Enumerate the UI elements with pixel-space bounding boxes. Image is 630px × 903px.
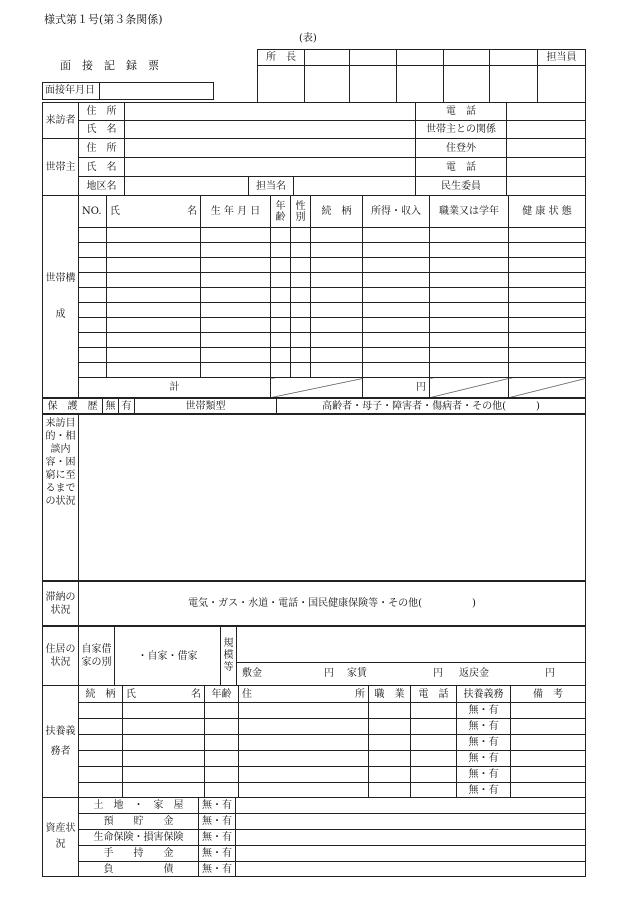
col-age: 年齢 xyxy=(271,196,291,228)
approval-stamp-grid xyxy=(257,49,586,103)
own-rent-value[interactable]: ・自家・借家 xyxy=(115,627,221,686)
householder-name-label: 氏 名 xyxy=(79,158,125,177)
household-group-label: 世帯構成 xyxy=(43,196,79,398)
visitor-group-label: 来訪者 xyxy=(43,103,79,139)
duty-value[interactable]: 無・有 xyxy=(457,703,511,719)
visitor-phone-label: 電 話 xyxy=(416,103,507,121)
col-income: 所得・収入 xyxy=(363,196,430,228)
table-row[interactable] xyxy=(43,303,586,318)
table-row[interactable] xyxy=(43,783,586,798)
scale-value[interactable] xyxy=(237,627,586,663)
householder-name-value[interactable] xyxy=(125,158,416,177)
total-diagonal xyxy=(271,378,363,398)
rent-label: 家賃 xyxy=(347,668,367,679)
visitor-name-label: 氏 名 xyxy=(79,121,125,139)
total-label: 計 xyxy=(79,378,271,398)
asset-savings-value[interactable]: 無・有 xyxy=(199,814,236,830)
housing-label: 住居の状況 xyxy=(43,627,79,686)
own-rent-label: 自家借家の別 xyxy=(79,627,115,686)
asset-debt-value[interactable]: 無・有 xyxy=(199,862,236,877)
asset-cash-label: 手 持 金 xyxy=(79,846,199,862)
assets-group-label: 資産状況 xyxy=(43,798,79,877)
table-row[interactable] xyxy=(43,243,586,258)
staff-label: 担当名 xyxy=(249,177,294,196)
housing-table xyxy=(42,626,586,686)
person-in-charge-label: 担当員 xyxy=(538,50,586,66)
table-row[interactable] xyxy=(43,719,586,735)
supporters-table xyxy=(42,685,586,798)
arrears-table xyxy=(42,581,586,626)
visitor-relation-label: 世帯主との関係 xyxy=(416,121,507,139)
welfare-commissioner-label: 民生委員 xyxy=(416,177,507,196)
interview-date-box xyxy=(42,82,214,100)
district-value[interactable] xyxy=(125,177,249,196)
visitor-householder-table xyxy=(42,102,586,196)
table-row[interactable] xyxy=(43,767,586,783)
sup-col-relation: 続 柄 xyxy=(79,686,123,703)
protection-history-label: 保 護 歴 xyxy=(43,399,103,414)
total-income-yen: 円 xyxy=(363,378,430,398)
refund-yen: 円 xyxy=(545,668,555,679)
household-type-options[interactable]: 高齢者・母子・障害者・傷病者・その他( ) xyxy=(277,399,586,414)
asset-land-house-value[interactable]: 無・有 xyxy=(199,798,236,814)
sup-col-address-2: 所 xyxy=(295,686,369,703)
asset-insurance-value[interactable]: 無・有 xyxy=(199,830,236,846)
householder-phone-value[interactable] xyxy=(507,158,586,177)
col-health: 健 康 状 態 xyxy=(509,196,586,228)
arrears-options[interactable]: 電気・ガス・水道・電話・国民健康保険等・その他( ) xyxy=(79,582,586,626)
householder-address-label: 住 所 xyxy=(79,139,125,158)
table-row[interactable] xyxy=(43,363,586,378)
stamp-cell xyxy=(258,66,305,103)
form-side-label: (表) xyxy=(299,33,317,44)
refund-label: 返戻金 xyxy=(459,668,489,679)
sup-col-address-1: 住 xyxy=(239,686,295,703)
col-relation: 続 柄 xyxy=(311,196,363,228)
duty-value[interactable]: 無・有 xyxy=(457,767,511,783)
col-occupation: 職業又は学年 xyxy=(430,196,509,228)
table-row[interactable] xyxy=(43,273,586,288)
form-title: 面 接 記 録 票 xyxy=(60,59,159,72)
sup-col-remarks: 備 考 xyxy=(511,686,586,703)
table-row[interactable] xyxy=(43,751,586,767)
visitor-address-label: 住 所 xyxy=(79,103,125,121)
arrears-label: 滞納の状況 xyxy=(43,582,79,626)
visit-purpose-label: 来訪目的・相談内容・困窮に至るまでの状況 xyxy=(43,415,79,581)
interview-date-label: 面接年月日 xyxy=(45,85,95,96)
staff-value[interactable] xyxy=(294,177,416,196)
protection-history-table xyxy=(42,398,586,414)
table-row[interactable] xyxy=(43,703,586,719)
visitor-phone-value[interactable] xyxy=(507,103,586,121)
duty-value[interactable]: 無・有 xyxy=(457,735,511,751)
visit-purpose-content[interactable] xyxy=(79,415,586,581)
visitor-address-value[interactable] xyxy=(125,103,416,121)
household-composition-table xyxy=(42,195,586,398)
sup-col-occupation: 職 業 xyxy=(369,686,411,703)
col-name-family: 氏 xyxy=(107,196,151,228)
table-row[interactable] xyxy=(43,288,586,303)
visit-purpose-table xyxy=(42,414,586,581)
form-number: 様式第１号(第３条関係) xyxy=(44,13,163,26)
asset-savings-label: 預 貯 金 xyxy=(79,814,199,830)
assets-table xyxy=(42,797,586,877)
district-label: 地区名 xyxy=(79,177,125,196)
col-birthdate: 生 年 月 日 xyxy=(201,196,271,228)
householder-outside-label: 住登外 xyxy=(416,139,507,158)
sup-col-name-given: 名 xyxy=(159,686,205,703)
visitor-relation-value[interactable] xyxy=(507,121,586,139)
householder-address-value[interactable] xyxy=(125,139,416,158)
sup-col-duty: 扶養義務 xyxy=(457,686,511,703)
col-sex: 性別 xyxy=(291,196,311,228)
duty-value[interactable]: 無・有 xyxy=(457,719,511,735)
sup-col-age: 年齢 xyxy=(205,686,239,703)
welfare-commissioner-value[interactable] xyxy=(507,177,586,196)
sup-col-name-family: 氏 xyxy=(123,686,159,703)
supporters-group-label: 扶養義務者 xyxy=(43,686,79,798)
table-row[interactable] xyxy=(43,333,586,348)
scale-label: 規模等 xyxy=(221,627,237,686)
protection-has-option[interactable]: 有 xyxy=(119,399,135,414)
chief-label: 所 長 xyxy=(258,50,305,66)
table-row[interactable] xyxy=(43,735,586,751)
asset-debt-label: 負 債 xyxy=(79,862,199,877)
duty-value[interactable]: 無・有 xyxy=(457,751,511,767)
asset-insurance-label: 生命保険・損害保険 xyxy=(79,830,199,846)
table-row[interactable] xyxy=(43,348,586,363)
householder-outside-value[interactable] xyxy=(507,139,586,158)
household-type-label: 世帯類型 xyxy=(135,399,277,414)
sup-col-phone: 電 話 xyxy=(411,686,457,703)
asset-land-house-label: 土 地 ・ 家 屋 xyxy=(79,798,199,814)
table-row[interactable] xyxy=(43,228,586,243)
householder-group-label: 世帯主 xyxy=(43,139,79,196)
rent-yen: 円 xyxy=(433,668,443,679)
asset-cash-value[interactable]: 無・有 xyxy=(199,846,236,862)
duty-value[interactable]: 無・有 xyxy=(457,783,511,798)
table-row[interactable] xyxy=(43,258,586,273)
rent-details xyxy=(237,663,586,686)
deposit-label: 敷金 xyxy=(242,668,262,679)
householder-phone-label: 電 話 xyxy=(416,158,507,177)
table-row[interactable] xyxy=(43,318,586,333)
col-name-given: 名 xyxy=(151,196,201,228)
col-no: NO. xyxy=(79,196,107,228)
protection-none-option[interactable]: 無 xyxy=(103,399,119,414)
visitor-name-value[interactable] xyxy=(125,121,416,139)
deposit-yen: 円 xyxy=(324,668,334,679)
